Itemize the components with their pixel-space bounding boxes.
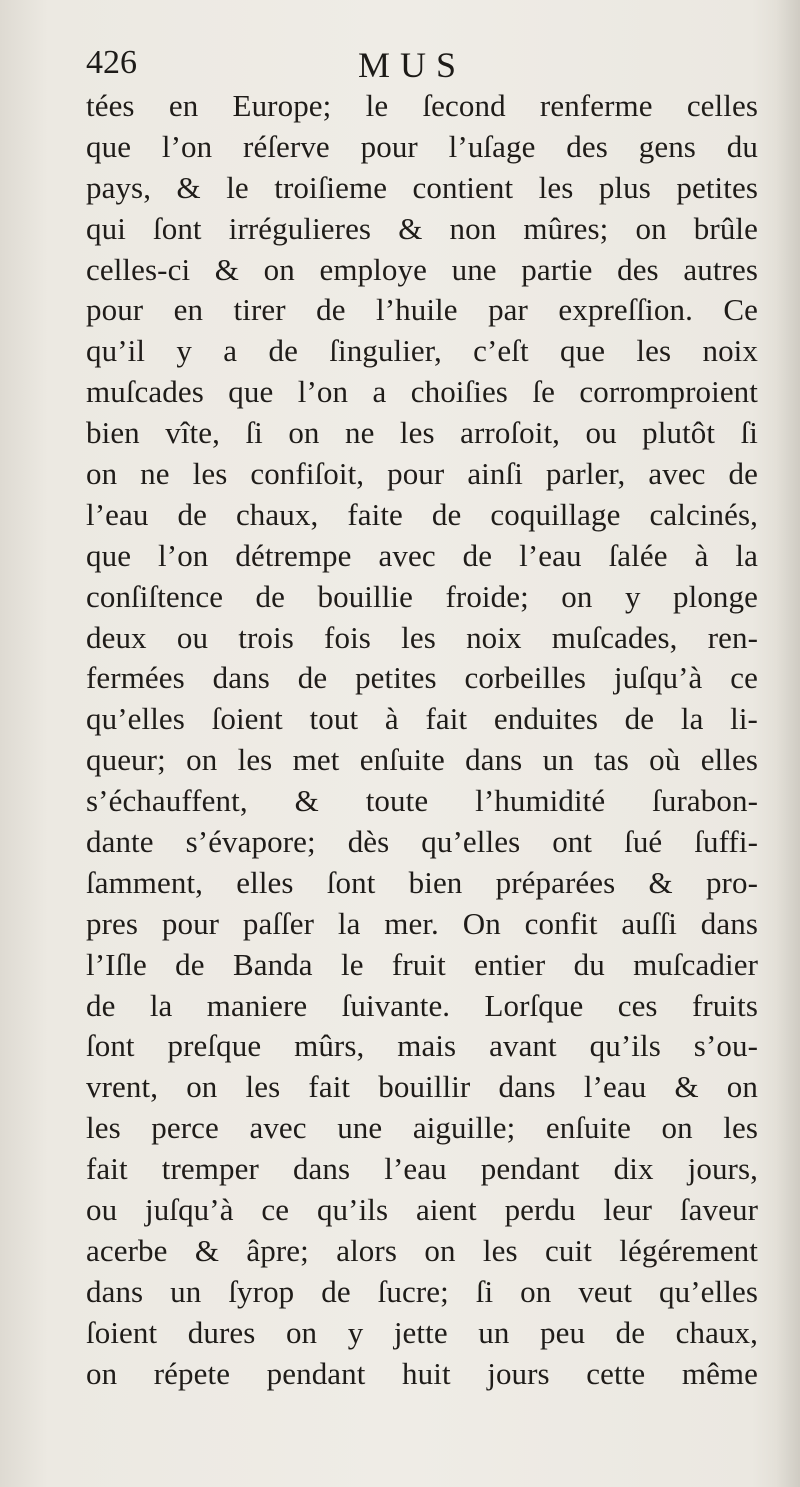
text-line: celles-ci & on employe une partie des autres xyxy=(86,251,758,287)
page-header xyxy=(86,40,746,92)
text-line: acerbe & âpre; alors on les cuit légérement xyxy=(86,1232,758,1268)
running-head: MUS xyxy=(358,45,467,85)
text-line: dante s’évapore; dès qu’elles ont ſué ſuffi- xyxy=(86,824,758,860)
text-line: pour en tirer de l’huile par expreſſion. Ce xyxy=(86,292,758,328)
text-line: l’eau de chaux, faite de coquillage calcinés, xyxy=(86,496,758,532)
text-line: fait tremper dans l’eau pendant dix jours, xyxy=(86,1151,758,1187)
page-number: 426 xyxy=(86,44,137,81)
text-line: les perce avec une aiguille; enſuite on les xyxy=(86,1110,758,1146)
text-line: queur; on les met enſuite dans un tas où elles xyxy=(86,742,758,778)
text-line: ſamment, elles ſont bien préparées & pro- xyxy=(86,864,758,900)
text-line: s’échauffent, & toute l’humidité ſurabon- xyxy=(86,783,758,819)
text-line: que l’on réſerve pour l’uſage des gens du xyxy=(86,128,758,164)
text-line: qui ſont irrégulieres & non mûres; on brûle xyxy=(86,210,758,246)
text-line: qu’elles ſoient tout à fait enduites de la li- xyxy=(86,701,758,737)
text-line: on ne les confiſoit, pour ainſi parler, avec de xyxy=(86,456,758,492)
text-line: ſoient dures on y jette un peu de chaux, xyxy=(86,1314,758,1350)
text-line: l’Iſle de Banda le fruit entier du muſcadier xyxy=(86,946,758,982)
text-line: qu’il y a de ſingulier, c’eſt que les noix xyxy=(86,333,758,369)
text-line: bien vîte, ſi on ne les arroſoit, ou plutôt ſi xyxy=(86,415,758,451)
text-line: deux ou trois fois les noix muſcades, ren- xyxy=(86,619,758,655)
text-line: vrent, on les fait bouillir dans l’eau & on xyxy=(86,1069,758,1105)
text-line: muſcades que l’on a choiſies ſe corromproient xyxy=(86,374,758,410)
text-line: pres pour paſſer la mer. On confit auſſi dans xyxy=(86,905,758,941)
text-line: de la maniere ſuivante. Lorſque ces fruits xyxy=(86,987,758,1023)
text-line: conſiſtence de bouillie froide; on y plonge xyxy=(86,578,758,614)
page-edge-shadow xyxy=(776,0,800,1487)
text-line: ou juſqu’à ce qu’ils aient perdu leur ſaveur xyxy=(86,1192,758,1228)
text-line: ſont preſque mûrs, mais avant qu’ils s’ou- xyxy=(86,1028,758,1064)
text-line: pays, & le troiſieme contient les plus petites xyxy=(86,169,758,205)
text-line: on répete pendant huit jours cette même xyxy=(86,1355,758,1391)
text-line: que l’on détrempe avec de l’eau ſalée à la xyxy=(86,537,758,573)
text-line: tées en Europe; le ſecond renferme celles xyxy=(86,88,758,123)
body-text xyxy=(86,86,758,1395)
text-line: fermées dans de petites corbeilles juſqu’à ce xyxy=(86,660,758,696)
text-line: dans un ſyrop de ſucre; ſi on veut qu’elles xyxy=(86,1273,758,1309)
